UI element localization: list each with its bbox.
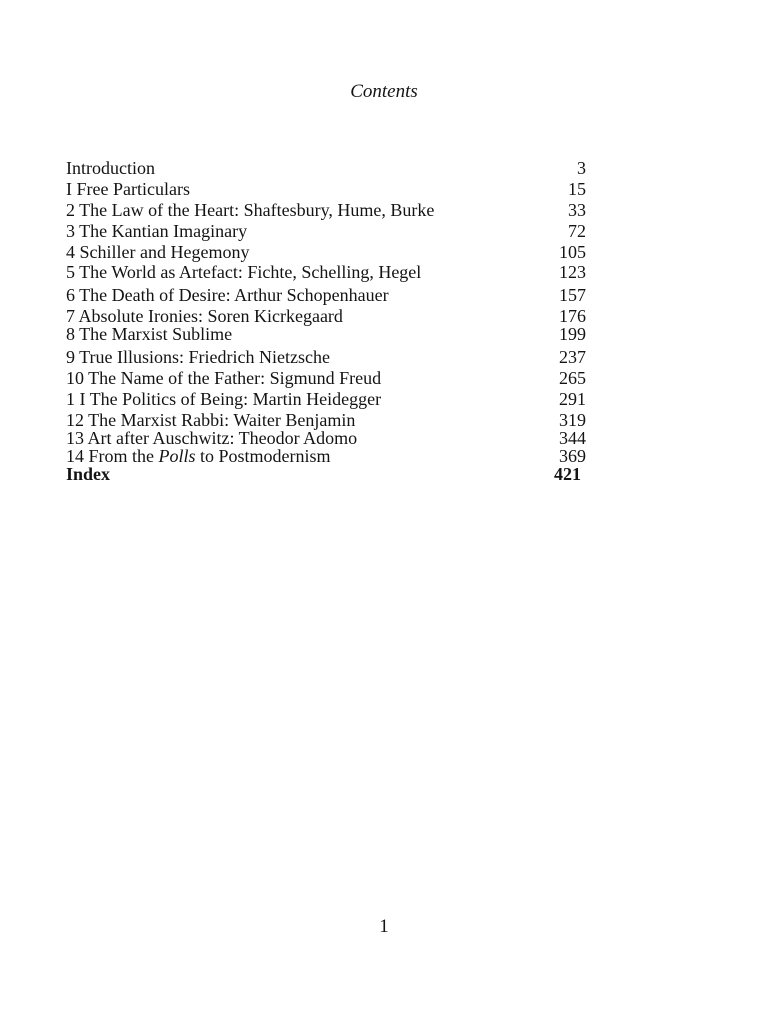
toc-entry-title: 5 The World as Artefact: Fichte, Schelling, Hegel (66, 262, 422, 283)
toc-entry-title: 6 The Death of Desire: Arthur Schopenhauer (66, 285, 389, 306)
toc-entry-page: 3 (577, 158, 586, 178)
toc-title-part: to Postmodernism (195, 445, 331, 466)
toc-entry-page: 265 (559, 368, 586, 389)
toc-entry-page: 291 (559, 388, 586, 409)
toc-entry-page: 33 (568, 199, 586, 220)
toc-entry (66, 324, 588, 345)
toc-entry-index (66, 464, 588, 485)
toc-entry-title: 3 The Kantian Imaginary (66, 220, 248, 241)
toc-entry (66, 285, 588, 306)
toc-entry-title: 1 I The Politics of Being: Martin Heidegger (66, 388, 382, 409)
toc-entry (66, 262, 588, 283)
toc-entry-title (66, 446, 331, 466)
toc-title-part: 14 From the (66, 445, 159, 466)
toc-entry-page: 344 (559, 427, 586, 448)
toc-entry (66, 179, 588, 200)
toc-entry-title: I Free Particulars (66, 178, 190, 199)
toc-entry-title: Introduction (66, 158, 155, 178)
toc-entry-page: 421 (554, 463, 581, 484)
toc-entry-title: 13 Art after Auschwitz: Theodor Adomo (66, 427, 358, 448)
toc-entry-page: 176 (559, 306, 586, 327)
toc-entry-page: 237 (559, 347, 586, 368)
toc-entry-title: 8 The Marxist Sublime (66, 324, 233, 345)
toc-entry-title: 7 Absolute Ironies: Soren Kicrkegaard (66, 306, 343, 327)
toc-entry (66, 389, 588, 410)
toc-entry-title: 12 The Marxist Rabbi: Waiter Benjamin (66, 409, 356, 430)
toc-title-italic: Polls (158, 445, 196, 466)
toc-entry-title: 4 Schiller and Hegemony (66, 241, 250, 262)
toc-entry-title: Index (66, 463, 111, 484)
toc-entry-page: 199 (559, 324, 586, 345)
toc-entry (66, 446, 588, 464)
contents-heading: Contents (350, 81, 418, 102)
toc-entry-page: 319 (559, 409, 586, 430)
toc-entry (66, 242, 588, 263)
toc-entry (66, 410, 588, 428)
toc-entry-page: 157 (559, 285, 586, 306)
toc-entry (66, 200, 588, 221)
table-of-contents (66, 158, 588, 485)
toc-entry (66, 306, 588, 327)
toc-entry-title: 2 The Law of the Heart: Shaftesbury, Hume, Burke (66, 199, 435, 220)
toc-entry-page: 15 (568, 178, 586, 199)
toc-entry-page: 72 (568, 220, 586, 241)
toc-entry (66, 428, 588, 446)
toc-entry (66, 347, 588, 368)
toc-entry (66, 158, 588, 179)
toc-entry-page: 123 (559, 262, 586, 283)
toc-entry-title: 9 True Illusions: Friedrich Nietzsche (66, 347, 330, 368)
toc-entry (66, 368, 588, 389)
toc-entry (66, 221, 588, 242)
toc-entry-page: 105 (559, 241, 586, 262)
toc-entry-page: 369 (559, 445, 586, 466)
toc-entry-title: 10 The Name of the Father: Sigmund Freud (66, 368, 382, 389)
page-number: 1 (379, 916, 389, 937)
